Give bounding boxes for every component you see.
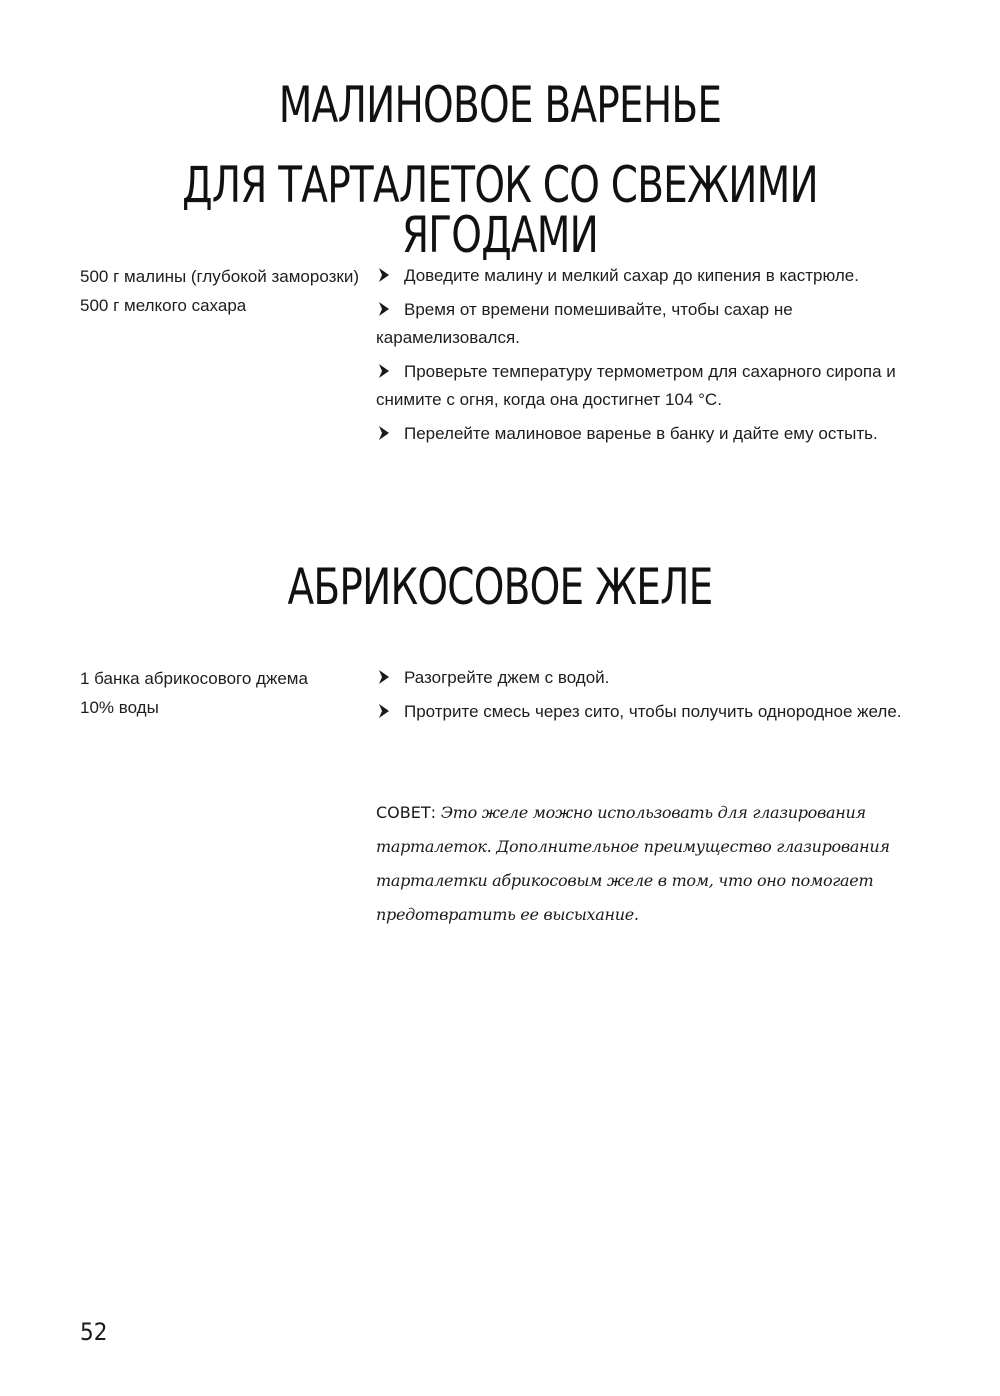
title-line: МАЛИНОВОЕ ВАРЕНЬЕ xyxy=(278,76,722,134)
chevron-right-icon xyxy=(376,267,392,283)
recipe-title-apricot-jelly xyxy=(0,558,1000,616)
tip-note xyxy=(376,796,956,932)
steps-list-apricot xyxy=(376,664,936,732)
page-number: 52 xyxy=(80,1318,108,1346)
ingredient-item: 1 банка абрикосового джема xyxy=(80,669,308,688)
step-text: Разогрейте джем с водой. xyxy=(404,668,610,687)
ingredient-item: 500 г малины (глубокой заморозки) xyxy=(80,267,359,286)
title-line: АБРИКОСОВОЕ ЖЕЛЕ xyxy=(287,558,713,616)
chevron-right-icon xyxy=(376,669,392,685)
step-item xyxy=(376,698,936,726)
step-item xyxy=(376,420,936,448)
tip-label: СОВЕТ: xyxy=(376,803,437,822)
ingredients-list-raspberry xyxy=(80,262,360,320)
step-item xyxy=(376,358,936,414)
chevron-right-icon xyxy=(376,425,392,441)
ingredients-list-apricot xyxy=(80,664,360,722)
step-item xyxy=(376,296,936,352)
chevron-right-icon xyxy=(376,363,392,379)
recipe-title-raspberry-jam xyxy=(0,76,1000,264)
step-text: Время от времени помешивайте, чтобы сахар не карамелизовался. xyxy=(376,300,793,347)
step-item xyxy=(376,262,936,290)
tip-text: Это желе можно использовать для глазирования тарталеток. Дополнительное преимущество глазирования тарталетки абрикосовым желе в том, что оно помогает предотвратить ее высыхание. xyxy=(376,803,890,924)
step-text: Протрите смесь через сито, чтобы получить однородное желе. xyxy=(404,702,902,721)
step-text: Проверьте температуру термометром для сахарного сиропа и снимите с огня, когда она достигнет 104 °С. xyxy=(376,362,896,409)
step-item xyxy=(376,664,936,692)
title-line: ДЛЯ ТАРТАЛЕТОК СО СВЕЖИМИ ЯГОДАМИ xyxy=(182,156,818,264)
chevron-right-icon xyxy=(376,703,392,719)
ingredient-item: 500 г мелкого сахара xyxy=(80,296,247,315)
steps-list-raspberry xyxy=(376,262,936,454)
step-text: Доведите малину и мелкий сахар до кипения в кастрюле. xyxy=(404,266,859,285)
ingredient-item: 10% воды xyxy=(80,698,159,717)
step-text: Перелейте малиновое варенье в банку и дайте ему остыть. xyxy=(404,424,878,443)
chevron-right-icon xyxy=(376,301,392,317)
